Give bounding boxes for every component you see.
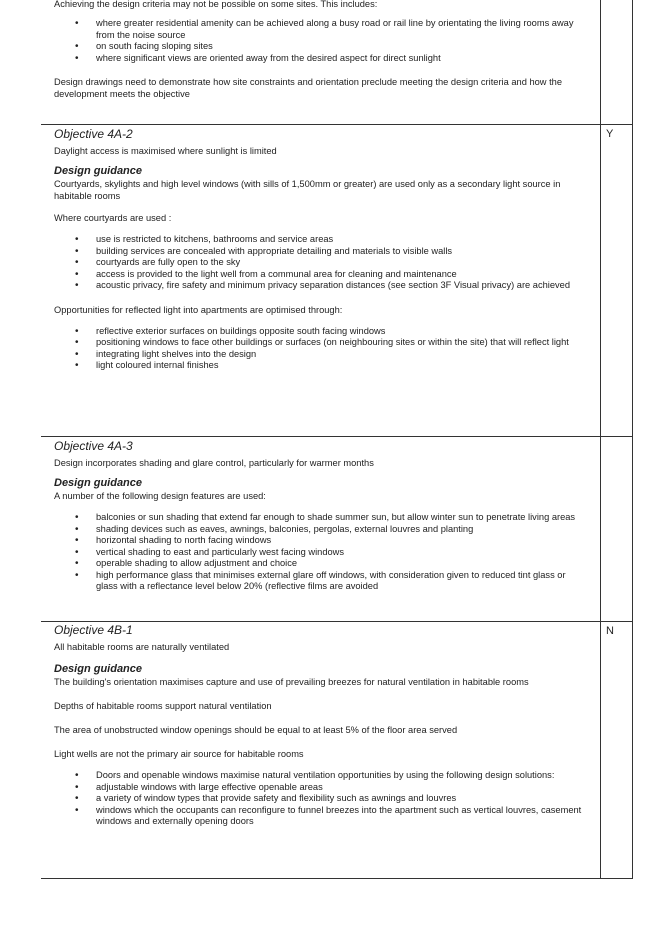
- objective-statement: Design incorporates shading and glare control, particularly for warmer months: [54, 458, 374, 468]
- compliance-status: Y: [606, 128, 614, 140]
- guidance-text: Courtyards, skylights and high level windows (with sills of 1,500mm or greater) are used only as a secondary light source in habitable rooms: [54, 179, 561, 201]
- list-item: • acoustic privacy, fire safety and minimum privacy separation distances (see section 3F Visual privacy) are achieved: [54, 280, 589, 292]
- list-item: • light coloured internal finishes: [54, 360, 589, 372]
- guidance-paragraph: Depths of habitable rooms support natural ventilation: [54, 701, 272, 711]
- list-item: • on south facing sloping sites: [54, 41, 589, 53]
- reflected-light-bullet-list: [54, 326, 589, 372]
- shading-bullet-list: [54, 512, 589, 593]
- objective-statement: Daylight access is maximised where sunlight is limited: [54, 146, 277, 156]
- list-item: • high performance glass that minimises external glare off windows, with consideration given to reduced tint glass or glass with a reflectance level below 20% (reflective films are avoided: [54, 570, 589, 593]
- compliance-table: [41, 0, 633, 879]
- list-item: • a variety of window types that provide safety and flexibility such as awnings and louvres: [54, 793, 589, 805]
- intro-lead: Achieving the design criteria may not be possible on some sites. This includes:: [54, 0, 378, 9]
- list-item: • use is restricted to kitchens, bathrooms and service areas: [54, 234, 589, 246]
- objective-4a-2-row: [41, 124, 632, 437]
- list-item: • vertical shading to east and particularly west facing windows: [54, 547, 589, 559]
- list-item: • balconies or sun shading that extend far enough to shade summer sun, but allow winter sun to penetrate living areas: [54, 512, 589, 524]
- courtyards-lead: Where courtyards are used :: [54, 213, 172, 223]
- list-item: • courtyards are fully open to the sky: [54, 257, 589, 269]
- objective-4a-3-row: [41, 436, 632, 622]
- ventilation-bullet-list: [54, 770, 589, 828]
- table-bottom-border: [41, 878, 632, 879]
- design-guidance-heading: Design guidance: [54, 165, 143, 177]
- compliance-status: N: [606, 625, 614, 637]
- list-item: • access is provided to the light well from a communal area for cleaning and maintenance: [54, 269, 589, 281]
- objective-4b-1-row: [41, 621, 632, 879]
- list-item: • windows which the occupants can reconfigure to funnel breezes into the apartment such as vertical louvres, casement windows and externally opening doors: [54, 805, 589, 828]
- intro-closing: Design drawings need to demonstrate how site constraints and orientation preclude meeting the design criteria and how the development meets the objective: [54, 77, 563, 99]
- list-item: • building services are concealed with appropriate detailing and materials to visible walls: [54, 246, 589, 258]
- guidance-paragraph: Light wells are not the primary air source for habitable rooms: [54, 749, 304, 759]
- list-item: • Doors and openable windows maximise natural ventilation opportunities by using the following design solutions:: [54, 770, 589, 782]
- list-item: • operable shading to allow adjustment and choice: [54, 558, 589, 570]
- list-item: • shading devices such as eaves, awnings, balconies, pergolas, external louvres and planting: [54, 524, 589, 536]
- list-item: • where greater residential amenity can be achieved along a busy road or rail line by orientating the living rooms away from the noise source: [54, 18, 589, 41]
- intro-bullet-list: [54, 18, 589, 64]
- list-item: • where significant views are oriented away from the desired aspect for direct sunlight: [54, 53, 589, 65]
- design-guidance-heading: Design guidance: [54, 663, 143, 675]
- intro-section: [41, 0, 632, 124]
- design-guidance-heading: Design guidance: [54, 477, 143, 489]
- list-item: • positioning windows to face other buildings or surfaces (on neighbouring sites or within the site) that will reflect light: [54, 337, 589, 349]
- objective-statement: All habitable rooms are naturally ventilated: [54, 642, 230, 652]
- guidance-text: A number of the following design features are used:: [54, 491, 266, 501]
- guidance-paragraph: The building's orientation maximises capture and use of prevailing breezes for natural ventilation in habitable rooms: [54, 677, 529, 687]
- reflected-light-lead: Opportunities for reflected light into apartments are optimised through:: [54, 304, 343, 315]
- objective-title: Objective 4A-3: [54, 439, 133, 453]
- guidance-paragraph: The area of unobstructed window openings should be equal to at least 5% of the floor area served: [54, 725, 458, 735]
- list-item: • adjustable windows with large effective openable areas: [54, 782, 589, 794]
- objective-title: Objective 4B-1: [54, 623, 133, 637]
- objective-title: Objective 4A-2: [54, 127, 133, 141]
- list-item: • reflective exterior surfaces on buildings opposite south facing windows: [54, 326, 589, 338]
- courtyards-bullet-list: [54, 234, 589, 292]
- list-item: • horizontal shading to north facing windows: [54, 535, 589, 547]
- list-item: • integrating light shelves into the design: [54, 349, 589, 361]
